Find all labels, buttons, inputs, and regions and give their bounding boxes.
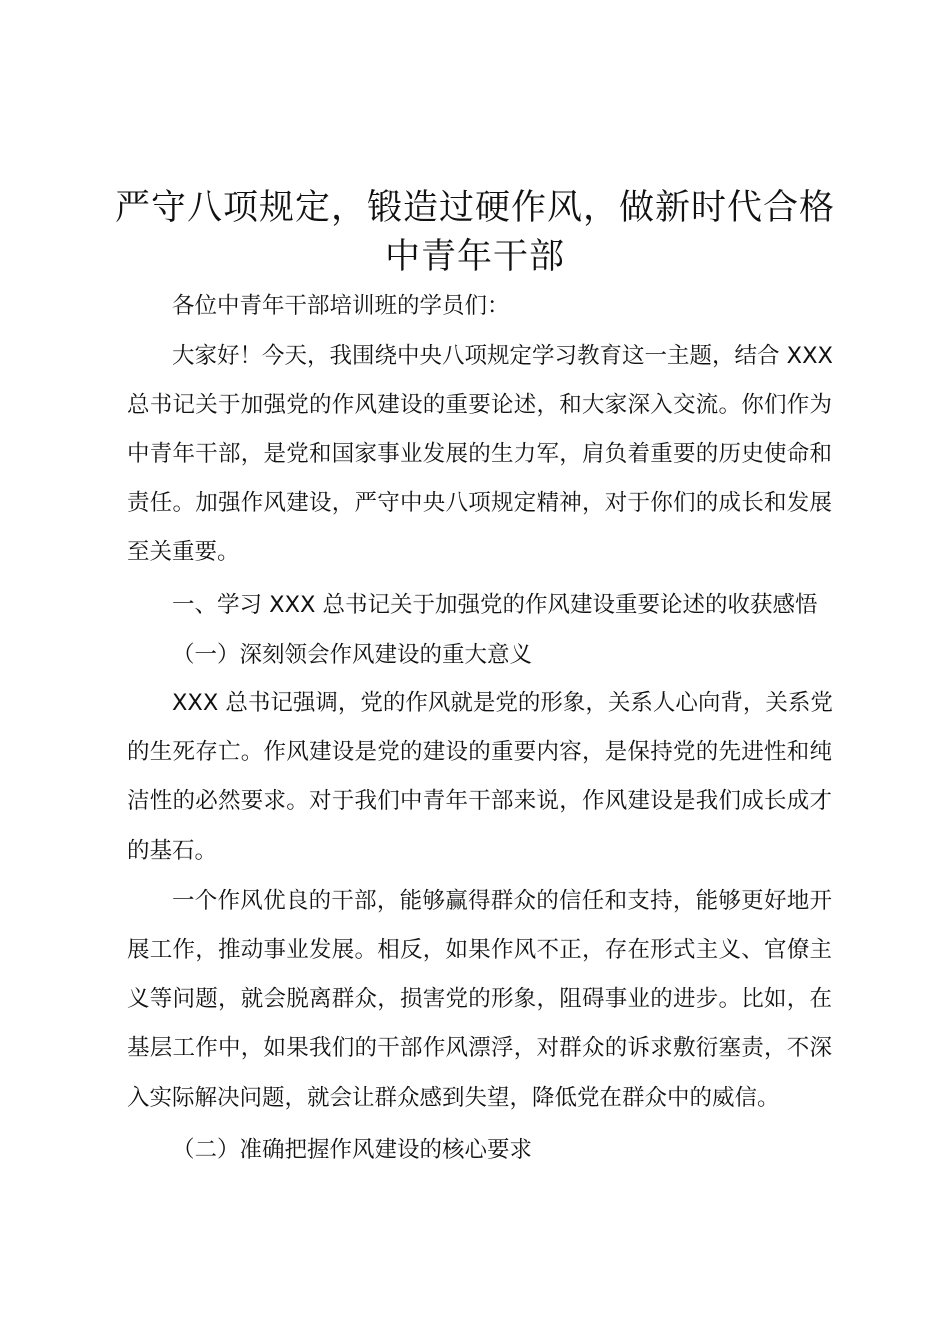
paragraph-3-line-1: 一个作风优良的干部，能够赢得群众的信任和支持，能够更好地开: [172, 888, 832, 914]
section-heading-1: 一、学习 XXX 总书记关于加强党的作风建设重要论述的收获感悟: [172, 592, 818, 618]
paragraph-2-line-4: 的基石。: [127, 838, 218, 864]
paragraph-2-line-1: XXX 总书记强调，党的作风就是党的形象，关系人心向背，关系党: [172, 690, 833, 716]
paragraph-3-line-4: 基层工作中，如果我们的干部作风漂浮，对群众的诉求敷衍塞责，不深: [127, 1035, 832, 1061]
paragraph-1-line-2: 总书记关于加强党的作风建设的重要论述，和大家深入交流。你们作为: [127, 392, 832, 418]
paragraph-3-line-5: 入实际解决问题，就会让群众感到失望，降低党在群众中的威信。: [127, 1085, 780, 1111]
paragraph-3-line-2: 展工作，推动事业发展。相反，如果作风不正，存在形式主义、官僚主: [127, 937, 832, 963]
document-title-line-1: 严守八项规定，锻造过硬作风，做新时代合格: [114, 188, 835, 228]
paragraph-1-line-5: 至关重要。: [127, 539, 240, 565]
paragraph-1-line-4: 责任。加强作风建设，严守中央八项规定精神，对于你们的成长和发展: [127, 490, 832, 516]
subsection-heading-2: （二）准确把握作风建设的核心要求: [172, 1137, 533, 1163]
paragraph-1-line-1: 大家好！今天，我围绕中央八项规定学习教育这一主题，结合 XXX: [172, 343, 833, 369]
subsection-heading-1: （一）深刻领会作风建设的重大意义: [172, 642, 533, 668]
document-title-line-2: 中青年干部: [384, 237, 565, 277]
greeting-text: 各位中青年干部培训班的学员们：: [172, 293, 510, 319]
paragraph-3-line-3: 义等问题，就会脱离群众，损害党的形象，阻碍事业的进步。比如，在: [127, 986, 832, 1012]
paragraph-2-line-2: 的生死存亡。作风建设是党的建设的重要内容，是保持党的先进性和纯: [127, 739, 832, 765]
paragraph-2-line-3: 洁性的必然要求。对于我们中青年干部来说，作风建设是我们成长成才: [127, 788, 832, 814]
paragraph-1-line-3: 中青年干部，是党和国家事业发展的生力军，肩负着重要的历史使命和: [127, 441, 832, 467]
